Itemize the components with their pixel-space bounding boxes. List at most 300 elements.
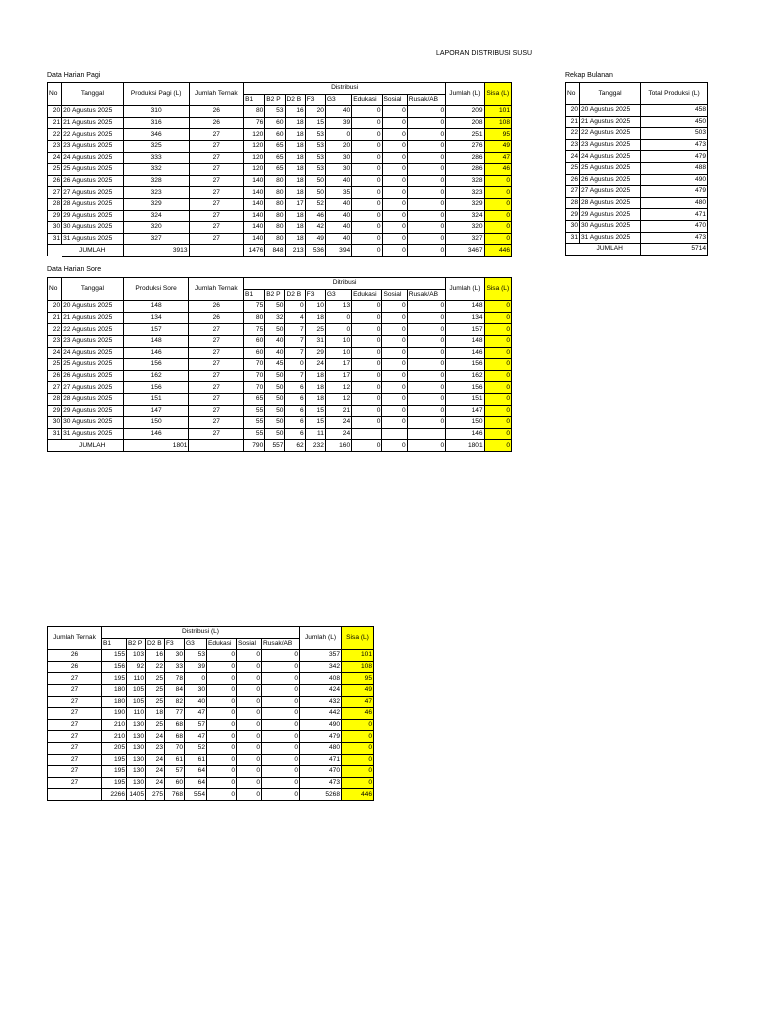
cell-edukasi: 0 bbox=[207, 731, 237, 743]
cell-jumlah: 473 bbox=[300, 777, 342, 789]
cell-tanggal: 23 Agustus 2025 bbox=[580, 139, 641, 151]
cell-tanggal: 20 Agustus 2025 bbox=[62, 301, 124, 313]
cell-jumlah: 432 bbox=[300, 696, 342, 708]
cell-edukasi: 0 bbox=[207, 708, 237, 720]
cell-g3: 64 bbox=[185, 777, 207, 789]
table-row bbox=[48, 347, 512, 359]
cell-sosial: 0 bbox=[382, 175, 407, 187]
cell-f3: 57 bbox=[165, 766, 185, 778]
table-row bbox=[48, 129, 512, 141]
cell-g3: 39 bbox=[185, 661, 207, 673]
table-row bbox=[566, 151, 708, 163]
cell-rusak: 0 bbox=[262, 742, 300, 754]
cell-produksi: 148 bbox=[123, 335, 189, 347]
cell-produksi: 147 bbox=[123, 405, 189, 417]
cell-jumlah: 342 bbox=[300, 661, 342, 673]
cell-sisa: 0 bbox=[484, 175, 511, 187]
cell-jumlah: 148 bbox=[446, 335, 484, 347]
cell-g3: 61 bbox=[185, 754, 207, 766]
cell-b1: 195 bbox=[102, 754, 127, 766]
cell-f3: 15 bbox=[305, 117, 325, 129]
cell-b2p: 130 bbox=[127, 754, 146, 766]
cell-sosial: 0 bbox=[237, 766, 262, 778]
cell-ternak: 27 bbox=[189, 324, 244, 336]
cell-b2p: 50 bbox=[265, 301, 285, 313]
cell-b2p: 50 bbox=[265, 382, 285, 394]
col-header-edukasi: Edukasi bbox=[207, 638, 237, 650]
cell-b1: 120 bbox=[244, 164, 265, 176]
table-row bbox=[48, 175, 512, 187]
cell-g3: 40 bbox=[325, 233, 351, 245]
cell-g3: 12 bbox=[325, 382, 351, 394]
cell-d2b: 22 bbox=[146, 661, 165, 673]
cell-sisa: 0 bbox=[484, 324, 511, 336]
cell-sisa: 0 bbox=[342, 742, 374, 754]
table-row bbox=[48, 359, 512, 371]
total-edukasi: 0 bbox=[207, 789, 237, 801]
col-header-distribusi: Ditribusi bbox=[244, 278, 446, 290]
cell-ternak: 27 bbox=[48, 766, 102, 778]
cell-f3: 49 bbox=[305, 233, 325, 245]
table-row bbox=[48, 777, 374, 789]
col-header-d2b: D2 B bbox=[146, 638, 165, 650]
cell-f3: 11 bbox=[305, 428, 325, 440]
cell-b2p: 65 bbox=[265, 140, 285, 152]
cell-tanggal: 20 Agustus 2025 bbox=[62, 106, 124, 118]
cell-ternak: 27 bbox=[189, 198, 244, 210]
cell-produksi: 146 bbox=[123, 428, 189, 440]
table-row bbox=[48, 393, 512, 405]
cell-b2p: 80 bbox=[265, 198, 285, 210]
table-row bbox=[48, 696, 374, 708]
total-sosial: 0 bbox=[382, 440, 407, 452]
cell-jumlah: 209 bbox=[446, 106, 484, 118]
cell-g3: 30 bbox=[185, 684, 207, 696]
cell-edukasi: 0 bbox=[207, 684, 237, 696]
cell-produksi: 156 bbox=[123, 382, 189, 394]
total-row bbox=[48, 789, 374, 801]
cell-rusak: 0 bbox=[407, 233, 445, 245]
cell-no: 27 bbox=[566, 186, 580, 198]
cell-jumlah: 471 bbox=[300, 754, 342, 766]
col-header-edukasi: Edukasi bbox=[352, 94, 382, 106]
col-header-produksi: Produksi Sore bbox=[123, 278, 189, 301]
cell-sosial: 0 bbox=[382, 210, 407, 222]
cell-rusak: 0 bbox=[407, 312, 445, 324]
cell-produksi: 332 bbox=[123, 164, 189, 176]
cell-b2p: 92 bbox=[127, 661, 146, 673]
cell-produksi: 162 bbox=[123, 370, 189, 382]
cell-b1: 70 bbox=[244, 370, 265, 382]
cell-b1: 140 bbox=[244, 175, 265, 187]
cell-tanggal: 27 Agustus 2025 bbox=[580, 186, 641, 198]
cell-sisa: 0 bbox=[484, 187, 511, 199]
cell-rusak: 0 bbox=[407, 129, 445, 141]
total-produksi: 3913 bbox=[123, 245, 189, 257]
cell-b1: 120 bbox=[244, 129, 265, 141]
cell-b2p: 80 bbox=[265, 210, 285, 222]
total-b2p: 557 bbox=[265, 440, 285, 452]
cell-f3: 53 bbox=[305, 140, 325, 152]
cell-tanggal: 27 Agustus 2025 bbox=[62, 382, 124, 394]
cell-jumlah: 324 bbox=[446, 210, 484, 222]
cell-jumlah: 146 bbox=[446, 428, 484, 440]
cell-b2p: 105 bbox=[127, 684, 146, 696]
cell-d2b: 18 bbox=[285, 152, 305, 164]
cell-no: 30 bbox=[566, 220, 580, 232]
cell-edukasi: 0 bbox=[352, 417, 382, 429]
cell-sosial: 0 bbox=[237, 661, 262, 673]
cell-sosial: 0 bbox=[382, 106, 407, 118]
cell-sosial: 0 bbox=[237, 754, 262, 766]
total-g3: 554 bbox=[185, 789, 207, 801]
cell-jumlah: 134 bbox=[446, 312, 484, 324]
total-b1: 790 bbox=[244, 440, 265, 452]
cell-sosial: 0 bbox=[382, 393, 407, 405]
cell-total: 480 bbox=[641, 197, 708, 209]
cell-tanggal: 31 Agustus 2025 bbox=[62, 233, 124, 245]
cell-jumlah: 323 bbox=[446, 187, 484, 199]
total-produksi: 1801 bbox=[123, 440, 189, 452]
cell-produksi: 157 bbox=[123, 324, 189, 336]
col-header-b2p: B2 P bbox=[265, 94, 285, 106]
cell-no: 26 bbox=[48, 370, 62, 382]
cell-produksi: 346 bbox=[123, 129, 189, 141]
cell-f3: 53 bbox=[305, 129, 325, 141]
total-ternak bbox=[48, 789, 102, 801]
table-row bbox=[48, 117, 512, 129]
cell-b1: 156 bbox=[102, 661, 127, 673]
cell-ternak: 27 bbox=[189, 164, 244, 176]
cell-sosial: 0 bbox=[382, 129, 407, 141]
cell-b1: 180 bbox=[102, 696, 127, 708]
cell-d2b: 7 bbox=[285, 324, 305, 336]
cell-no: 29 bbox=[48, 405, 62, 417]
cell-sisa: 46 bbox=[484, 164, 511, 176]
cell-d2b: 4 bbox=[285, 312, 305, 324]
cell-b2p: 50 bbox=[265, 428, 285, 440]
cell-f3: 20 bbox=[305, 106, 325, 118]
cell-d2b: 24 bbox=[146, 754, 165, 766]
rekap-section-label: Rekap Bulanan bbox=[565, 72, 613, 79]
total-jumlah: 3467 bbox=[446, 245, 484, 257]
table-row bbox=[48, 405, 512, 417]
cell-ternak: 27 bbox=[189, 359, 244, 371]
cell-total: 503 bbox=[641, 128, 708, 140]
cell-f3: 53 bbox=[305, 164, 325, 176]
total-ternak bbox=[189, 440, 244, 452]
cell-b1: 70 bbox=[244, 382, 265, 394]
cell-rusak: 0 bbox=[407, 301, 445, 313]
cell-no: 21 bbox=[48, 312, 62, 324]
table-row bbox=[566, 220, 708, 232]
cell-sosial: 0 bbox=[382, 359, 407, 371]
cell-g3: 40 bbox=[325, 106, 351, 118]
cell-ternak: 27 bbox=[189, 129, 244, 141]
cell-b2p: 45 bbox=[265, 359, 285, 371]
table-row bbox=[48, 766, 374, 778]
cell-b1: 210 bbox=[102, 731, 127, 743]
cell-ternak: 27 bbox=[48, 719, 102, 731]
cell-sisa: 0 bbox=[484, 428, 511, 440]
table-row bbox=[48, 324, 512, 336]
cell-b2p: 110 bbox=[127, 673, 146, 685]
cell-b1: 210 bbox=[102, 719, 127, 731]
table-row bbox=[48, 164, 512, 176]
cell-d2b: 24 bbox=[146, 766, 165, 778]
table-row bbox=[48, 417, 512, 429]
cell-b1: 140 bbox=[244, 187, 265, 199]
cell-jumlah: 208 bbox=[446, 117, 484, 129]
table-row bbox=[48, 233, 512, 245]
cell-sisa: 0 bbox=[484, 312, 511, 324]
cell-g3: 47 bbox=[185, 731, 207, 743]
cell-jumlah: 147 bbox=[446, 405, 484, 417]
cell-total: 479 bbox=[641, 151, 708, 163]
cell-b2p: 50 bbox=[265, 393, 285, 405]
table-row bbox=[48, 719, 374, 731]
col-header-d2b: D2 B bbox=[285, 289, 305, 301]
col-header-sisa: Sisa (L) bbox=[484, 278, 511, 301]
cell-ternak: 27 bbox=[48, 673, 102, 685]
cell-b2p: 60 bbox=[265, 117, 285, 129]
cell-jumlah: 442 bbox=[300, 708, 342, 720]
cell-d2b: 18 bbox=[285, 222, 305, 234]
table-row bbox=[48, 684, 374, 696]
cell-ternak: 26 bbox=[48, 650, 102, 662]
cell-b1: 195 bbox=[102, 777, 127, 789]
cell-no: 24 bbox=[566, 151, 580, 163]
cell-rusak: 0 bbox=[407, 164, 445, 176]
cell-edukasi: 0 bbox=[207, 696, 237, 708]
cell-ternak: 27 bbox=[48, 684, 102, 696]
cell-rusak: 0 bbox=[407, 405, 445, 417]
cell-edukasi: 0 bbox=[352, 301, 382, 313]
cell-f3: 31 bbox=[305, 335, 325, 347]
cell-b2p: 60 bbox=[265, 129, 285, 141]
cell-b1: 70 bbox=[244, 359, 265, 371]
table-row bbox=[566, 197, 708, 209]
table-row bbox=[48, 428, 512, 440]
cell-sosial: 0 bbox=[237, 684, 262, 696]
cell-no: 25 bbox=[48, 164, 62, 176]
cell-sosial: 0 bbox=[382, 222, 407, 234]
col-header-b2p: B2 P bbox=[265, 289, 285, 301]
cell-no: 22 bbox=[48, 324, 62, 336]
col-header-distribusi: Distribusi bbox=[244, 83, 446, 95]
cell-ternak: 27 bbox=[48, 754, 102, 766]
col-header-f3: F3 bbox=[305, 289, 325, 301]
cell-ternak: 27 bbox=[48, 742, 102, 754]
total-rusak: 0 bbox=[407, 245, 445, 257]
cell-g3: 30 bbox=[325, 164, 351, 176]
cell-g3: 40 bbox=[325, 222, 351, 234]
cell-f3: 70 bbox=[165, 742, 185, 754]
cell-tanggal: 31 Agustus 2025 bbox=[62, 428, 124, 440]
total-row bbox=[48, 440, 512, 452]
cell-b1: 60 bbox=[244, 335, 265, 347]
cell-rusak: 0 bbox=[407, 393, 445, 405]
cell-jumlah: 357 bbox=[300, 650, 342, 662]
total-d2b: 62 bbox=[285, 440, 305, 452]
cell-produksi: 333 bbox=[123, 152, 189, 164]
cell-no: 20 bbox=[48, 301, 62, 313]
cell-d2b: 18 bbox=[285, 164, 305, 176]
cell-d2b: 6 bbox=[285, 393, 305, 405]
table-row bbox=[48, 382, 512, 394]
cell-g3: 30 bbox=[325, 152, 351, 164]
cell-sisa: 0 bbox=[342, 777, 374, 789]
cell-sosial: 0 bbox=[237, 719, 262, 731]
cell-b1: 75 bbox=[244, 301, 265, 313]
cell-no: 27 bbox=[48, 187, 62, 199]
cell-sisa: 0 bbox=[484, 222, 511, 234]
cell-no: 21 bbox=[48, 117, 62, 129]
cell-sisa: 49 bbox=[342, 684, 374, 696]
cell-b2p: 130 bbox=[127, 719, 146, 731]
cell-b1: 76 bbox=[244, 117, 265, 129]
cell-produksi: 148 bbox=[123, 301, 189, 313]
cell-b1: 120 bbox=[244, 152, 265, 164]
cell-tanggal: 26 Agustus 2025 bbox=[580, 174, 641, 186]
cell-no: 22 bbox=[48, 129, 62, 141]
cell-f3: 18 bbox=[305, 382, 325, 394]
cell-edukasi: 0 bbox=[352, 370, 382, 382]
cell-sosial: 0 bbox=[382, 347, 407, 359]
col-header-b1: B1 bbox=[244, 94, 265, 106]
total-sisa: 0 bbox=[484, 440, 511, 452]
table-row bbox=[48, 152, 512, 164]
cell-rusak: 0 bbox=[407, 152, 445, 164]
cell-produksi: 329 bbox=[123, 198, 189, 210]
cell-g3: 17 bbox=[325, 370, 351, 382]
cell-produksi: 323 bbox=[123, 187, 189, 199]
cell-tanggal: 28 Agustus 2025 bbox=[580, 197, 641, 209]
cell-f3: 50 bbox=[305, 175, 325, 187]
cell-no: 31 bbox=[566, 232, 580, 244]
cell-jumlah: 286 bbox=[446, 152, 484, 164]
cell-jumlah: 424 bbox=[300, 684, 342, 696]
cell-sisa: 47 bbox=[484, 152, 511, 164]
cell-no: 30 bbox=[48, 417, 62, 429]
cell-no: 28 bbox=[48, 393, 62, 405]
cell-produksi: 327 bbox=[123, 233, 189, 245]
cell-sisa: 108 bbox=[342, 661, 374, 673]
table-row bbox=[48, 742, 374, 754]
col-header-rusak: Rusak/AB bbox=[407, 94, 445, 106]
cell-sosial: 0 bbox=[237, 742, 262, 754]
cell-jumlah: 148 bbox=[446, 301, 484, 313]
cell-d2b: 25 bbox=[146, 684, 165, 696]
cell-f3: 78 bbox=[165, 673, 185, 685]
cell-edukasi: 0 bbox=[352, 335, 382, 347]
cell-ternak: 26 bbox=[48, 661, 102, 673]
cell-edukasi: 0 bbox=[352, 393, 382, 405]
cell-sosial: 0 bbox=[382, 164, 407, 176]
cell-sosial: 0 bbox=[382, 382, 407, 394]
total-rusak: 0 bbox=[262, 789, 300, 801]
cell-b2p: 105 bbox=[127, 696, 146, 708]
cell-no: 25 bbox=[48, 359, 62, 371]
cell-produksi: 134 bbox=[123, 312, 189, 324]
cell-sisa: 0 bbox=[484, 393, 511, 405]
cell-f3: 24 bbox=[305, 359, 325, 371]
cell-tanggal: 25 Agustus 2025 bbox=[580, 162, 641, 174]
cell-ternak: 26 bbox=[189, 312, 244, 324]
cell-ternak: 27 bbox=[189, 233, 244, 245]
cell-g3: 13 bbox=[325, 301, 351, 313]
col-header-sosial: Sosial bbox=[382, 94, 407, 106]
cell-g3: 40 bbox=[325, 210, 351, 222]
total-g3: 394 bbox=[325, 245, 351, 257]
cell-jumlah: 329 bbox=[446, 198, 484, 210]
cell-sisa: 0 bbox=[484, 370, 511, 382]
cell-b1: 80 bbox=[244, 312, 265, 324]
cell-f3: 42 bbox=[305, 222, 325, 234]
cell-edukasi: 0 bbox=[352, 129, 382, 141]
cell-b1: 55 bbox=[244, 417, 265, 429]
table-row bbox=[48, 312, 512, 324]
cell-sisa: 0 bbox=[484, 359, 511, 371]
cell-b1: 65 bbox=[244, 393, 265, 405]
cell-d2b: 7 bbox=[285, 370, 305, 382]
cell-tanggal: 22 Agustus 2025 bbox=[580, 128, 641, 140]
cell-b2p: 130 bbox=[127, 777, 146, 789]
cell-ternak: 27 bbox=[189, 210, 244, 222]
cell-sosial: 0 bbox=[237, 696, 262, 708]
cell-edukasi: 0 bbox=[352, 187, 382, 199]
col-header-ternak: Jumlah Ternak bbox=[189, 83, 244, 106]
cell-rusak: 0 bbox=[407, 324, 445, 336]
cell-edukasi: 0 bbox=[352, 359, 382, 371]
total-d2b: 213 bbox=[285, 245, 305, 257]
cell-f3: 10 bbox=[305, 301, 325, 313]
cell-sosial: 0 bbox=[237, 731, 262, 743]
cell-sosial: 0 bbox=[382, 335, 407, 347]
cell-rusak: 0 bbox=[407, 198, 445, 210]
cell-b1: 140 bbox=[244, 222, 265, 234]
cell-sisa: 0 bbox=[484, 417, 511, 429]
cell-total: 473 bbox=[641, 139, 708, 151]
cell-f3: 30 bbox=[165, 650, 185, 662]
cell-no: 25 bbox=[566, 162, 580, 174]
table-row bbox=[48, 708, 374, 720]
total-g3: 160 bbox=[325, 440, 351, 452]
col-header-sisa: Sisa (L) bbox=[342, 627, 374, 650]
cell-d2b: 7 bbox=[285, 335, 305, 347]
table-row bbox=[48, 731, 374, 743]
cell-tanggal: 29 Agustus 2025 bbox=[580, 209, 641, 221]
cell-sosial: 0 bbox=[382, 324, 407, 336]
cell-tanggal: 27 Agustus 2025 bbox=[62, 187, 124, 199]
cell-sosial: 0 bbox=[382, 405, 407, 417]
cell-d2b: 6 bbox=[285, 382, 305, 394]
cell-rusak: 0 bbox=[262, 650, 300, 662]
cell-no: 26 bbox=[48, 175, 62, 187]
table-row bbox=[566, 162, 708, 174]
total-sisa: 446 bbox=[484, 245, 511, 257]
cell-f3: 46 bbox=[305, 210, 325, 222]
col-header-g3: G3 bbox=[325, 289, 351, 301]
cell-f3: 77 bbox=[165, 708, 185, 720]
cell-d2b: 0 bbox=[285, 359, 305, 371]
cell-d2b: 24 bbox=[146, 777, 165, 789]
cell-no: 28 bbox=[48, 198, 62, 210]
cell-f3: 82 bbox=[165, 696, 185, 708]
total-edukasi: 0 bbox=[352, 245, 382, 257]
cell-d2b: 18 bbox=[285, 233, 305, 245]
cell-d2b: 16 bbox=[146, 650, 165, 662]
